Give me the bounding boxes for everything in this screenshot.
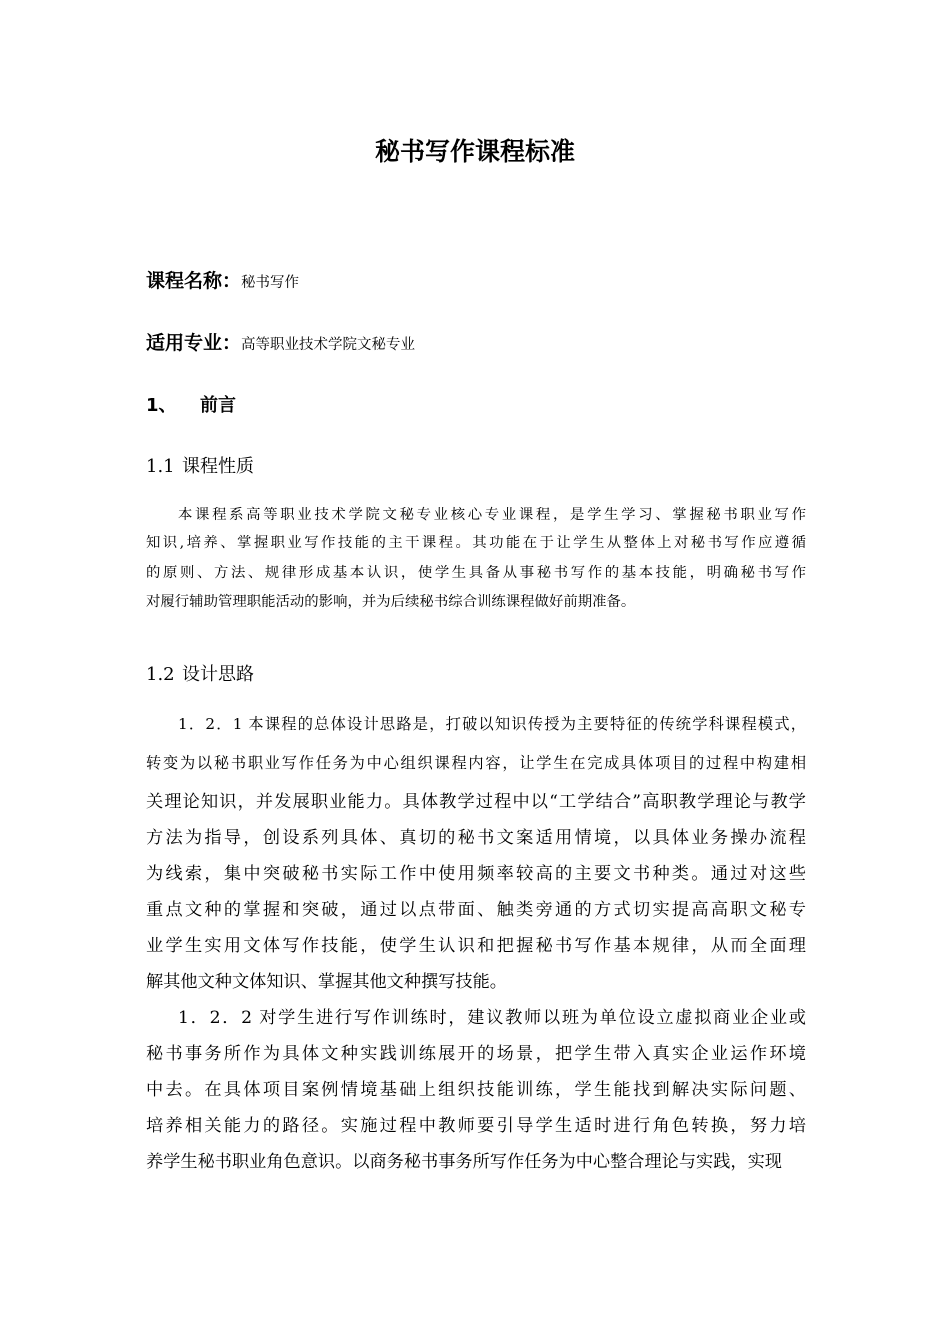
applicable-major-value: 高等职业技术学院文秘专业 <box>241 337 416 353</box>
paragraph-line: 为线索，集中突破秘书实际工作中使用频率较高的主要文书种类。通过对这些 <box>146 864 806 884</box>
paragraph-line: 的原则、方法、规律形成基本认识，使学生具备从事秘书写作的基本技能，明确秘书写作 <box>146 565 806 581</box>
subsection-heading-design-idea <box>146 660 254 690</box>
paragraph-line: 1．2．2 对学生进行写作训练时，建议教师以班为单位设立虚拟商业企业或 <box>178 1008 806 1028</box>
paragraph-line: 转变为以秘书职业写作任务为中心组织课程内容，让学生在完成具体项目的过程中构建相 <box>146 754 806 772</box>
subsection-heading-course-nature <box>146 452 254 482</box>
subsection-title: 课程性质 <box>182 456 254 477</box>
paragraph-line: 本课程系高等职业技术学院文秘专业核心专业课程，是学生学习、掌握秘书职业写作 <box>178 507 806 523</box>
course-name-label: 课程名称： <box>146 270 242 292</box>
paragraph-line: 对履行辅助管理职能活动的影响，并为后续秘书综合训练课程做好前期准备。 <box>146 594 636 610</box>
course-name-value: 秘书写作 <box>241 275 300 291</box>
course-name-field <box>146 266 299 298</box>
paragraph-line: 关理论知识，并发展职业能力。具体教学过程中以“工学结合”高职教学理论与教学 <box>146 792 806 812</box>
subsection-number: 1.2 <box>146 664 175 685</box>
paragraph-line: 养学生秘书职业角色意识。以商务秘书事务所写作任务为中心整合理论与实践，实现 <box>146 1152 782 1172</box>
paragraph-line: 中去。在具体项目案例情境基础上组织技能训练，学生能找到解决实际问题、 <box>146 1080 806 1100</box>
paragraph-line: 培养相关能力的路径。实施过程中教师要引导学生适时进行角色转换，努力培 <box>146 1116 806 1136</box>
paragraph-line: 业学生实用文体写作技能，使学生认识和把握秘书写作基本规律，从而全面理 <box>146 936 806 956</box>
paragraph-line: 解其他文种文体知识、掌握其他文种撰写技能。 <box>146 972 507 992</box>
section-heading-preface <box>146 391 236 421</box>
section-number: 1、 <box>146 395 177 416</box>
document-title: 秘书写作课程标准 <box>374 137 575 166</box>
paragraph-line: 方法为指导，创设系列具体、真切的秘书文案适用情境，以具体业务操办流程 <box>146 828 806 848</box>
paragraph-line: 知识,培养、掌握职业写作技能的主干课程。其功能在于让学生从整体上对秘书写作应遵循 <box>146 535 806 551</box>
paragraph-line: 秘书事务所作为具体文种实践训练展开的场景，把学生带入真实企业运作环境 <box>146 1044 806 1064</box>
applicable-major-label: 适用专业： <box>146 332 242 354</box>
paragraph-line: 1．2．1 本课程的总体设计思路是，打破以知识传授为主要特征的传统学科课程模式， <box>178 715 806 733</box>
paragraph-line: 重点文种的掌握和突破，通过以点带面、触类旁通的方式切实提高高职文秘专 <box>146 900 806 920</box>
subsection-number: 1.1 <box>146 456 175 477</box>
applicable-major-field <box>146 328 415 360</box>
section-title: 前言 <box>200 395 236 416</box>
subsection-title: 设计思路 <box>182 664 254 685</box>
